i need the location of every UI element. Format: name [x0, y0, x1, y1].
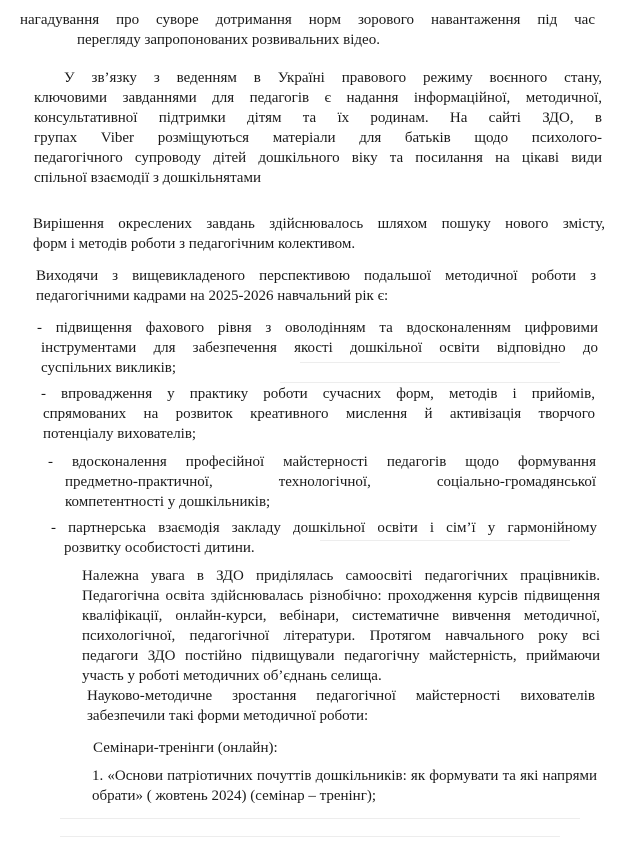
- text-line: потенціалу вихователів;: [43, 426, 197, 442]
- text-line: кваліфікації, онлайн-курси, вебінари, систематичне вивчення методичної,: [82, 608, 600, 624]
- text-line: розвитку особистості дитини.: [64, 540, 255, 556]
- text-line: забезпечили такі форми методичної роботи:: [87, 708, 369, 724]
- bleed-through-line: [60, 836, 560, 837]
- paragraph-perspective: [36, 266, 596, 306]
- text-line: Вирішення окреслених завдань здійснювалось шляхом пошуку нового змісту,: [33, 216, 605, 232]
- text-line: педагогічними кадрами на 2025-2026 навчальний рік є:: [36, 288, 389, 304]
- list-item-partnership: [51, 518, 597, 558]
- text-line: Виходячи з вищевикладеного перспективою подальшої методичної роботи з: [36, 268, 596, 284]
- list-item-seminar-1: [92, 766, 597, 806]
- text-line: компетентності у дошкільників;: [65, 494, 271, 510]
- text-line: інструментами для забезпечення якості дошкільної освіти відповідно до: [41, 340, 598, 356]
- text-line: - підвищення фахового рівня з оволодінням та вдосконаленням цифровими: [37, 320, 598, 336]
- text-line: перегляду запропонованих розвивальних відео.: [77, 32, 380, 48]
- text-line: - впровадження у практику роботи сучасних форм, методів і прийомів,: [41, 386, 595, 402]
- text-line: Семінари-тренінги (онлайн):: [93, 740, 278, 756]
- paragraph-tasks-solution: [33, 214, 605, 254]
- paragraph-martial-law: [34, 68, 602, 188]
- text-line: У зв’язку з веденням в Україні правового режиму воєнного стану,: [64, 70, 602, 86]
- list-item-professional-level: [37, 318, 598, 378]
- text-line: нагадування про суворе дотримання норм зорового навантаження під час: [20, 12, 595, 28]
- paragraph-methodical-growth: [87, 686, 595, 726]
- text-line: консультативної підтримки дітям та їх родинам. На сайті ЗДО, в: [34, 110, 602, 126]
- text-line: - партнерська взаємодія закладу дошкільної освіти і сім’ї у гармонійному: [51, 520, 597, 536]
- list-item-professional-mastery: [48, 452, 596, 512]
- text-line: 1. «Основи патріотичних почуттів дошкільників: як формувати та які напрями: [92, 768, 597, 784]
- text-line: педагогічного супроводу дітей дошкільного віку та посилання на цікаві види: [34, 150, 602, 166]
- list-item-modern-forms: [41, 384, 595, 444]
- text-line: педагоги ЗДО постійно підвищували педагогічну майстерність, приймаючи: [82, 648, 600, 664]
- text-line: - вдосконалення професійної майстерності педагогів щодо формування: [48, 454, 596, 470]
- paragraph-self-education: [82, 566, 600, 686]
- text-line: ключовими завданнями для педагогів є надання інформаційної, методичної,: [34, 90, 602, 106]
- section-heading-seminars: [93, 738, 573, 758]
- text-line: Належна увага в ЗДО приділялась самоосвіті педагогічних працівників.: [82, 568, 600, 584]
- text-line: спрямованих на розвиток креативного мислення й активізація творчого: [43, 406, 595, 422]
- text-line: предметно-практичної, технологічної, соціально-громадянської: [65, 474, 596, 490]
- text-line: спільної взаємодії з дошкільнятами: [34, 170, 261, 186]
- text-line: Науково-методичне зростання педагогічної майстерності вихователів: [87, 688, 595, 704]
- text-line: участь у роботі методичних об’єднань селища.: [82, 668, 382, 684]
- text-line: психологічної, педагогічної літератури. Протягом навчального року всі: [82, 628, 600, 644]
- bleed-through-line: [280, 382, 570, 383]
- bleed-through-line: [60, 818, 580, 819]
- text-line: обрати» ( жовтень 2024) (семінар – тренінг);: [92, 788, 377, 804]
- text-line: групах Viber розміщуються матеріали для батьків щодо психолого-: [34, 130, 602, 146]
- text-line: суспільних викликів;: [41, 360, 177, 376]
- text-line: Педагогічна освіта здійснювалась різнобічно: проходження курсів підвищення: [82, 588, 600, 604]
- text-line: форм і методів роботи з педагогічним колективом.: [33, 236, 356, 252]
- paragraph-continuation: [20, 10, 595, 50]
